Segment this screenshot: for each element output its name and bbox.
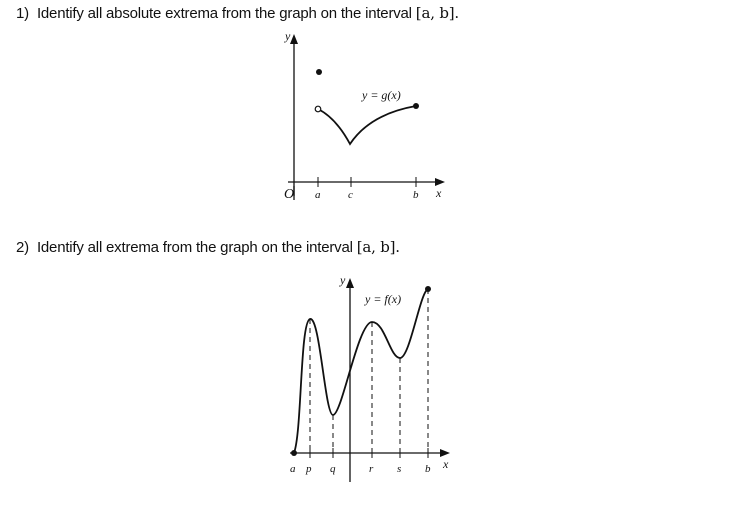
f-function-label: y = f(x) <box>365 292 402 306</box>
g-origin-label: O <box>284 187 295 202</box>
graph-g <box>270 26 460 211</box>
f-x-axis-arrow <box>440 449 450 457</box>
question-1-interval: [a, b]. <box>415 4 459 22</box>
question-2-interval: [a, b]. <box>356 238 400 256</box>
f-tick-label-r: r <box>369 463 374 475</box>
question-1 <box>16 4 459 22</box>
f-right-endpoint <box>425 286 431 292</box>
f-curve <box>294 289 428 453</box>
g-tick-label-c: c <box>348 189 353 201</box>
f-y-axis-label: y <box>340 273 346 287</box>
g-tick-label-b: b <box>413 189 419 201</box>
g-x-axis-arrow <box>435 178 445 186</box>
question-1-text: Identify all absolute extrema from the graph on the interval <box>36 5 416 22</box>
f-tick-label-a: a <box>290 463 296 475</box>
g-y-axis-label: y <box>285 29 291 43</box>
f-tick-label-q: q <box>330 463 336 475</box>
f-y-axis-arrow <box>346 278 354 288</box>
g-isolated-point <box>316 69 322 75</box>
graph-f <box>270 272 470 487</box>
question-2-number: 2) <box>16 239 29 256</box>
question-1-number: 1) <box>16 5 29 22</box>
f-x-axis-label: x <box>443 457 449 471</box>
f-tick-label-s: s <box>397 463 402 475</box>
question-2-text: Identify all extrema from the graph on the interval <box>36 239 357 256</box>
g-open-endpoint <box>315 106 321 112</box>
g-y-axis-arrow <box>290 34 298 44</box>
g-closed-endpoint <box>413 103 419 109</box>
f-tick-label-p: p <box>306 463 312 475</box>
f-left-endpoint <box>291 450 297 456</box>
g-x-axis-label: x <box>436 186 442 200</box>
g-function-label: y = g(x) <box>362 88 401 102</box>
f-tick-label-b: b <box>425 463 431 475</box>
g-curve <box>318 106 416 144</box>
g-tick-label-a: a <box>315 189 321 201</box>
question-2 <box>16 238 400 256</box>
